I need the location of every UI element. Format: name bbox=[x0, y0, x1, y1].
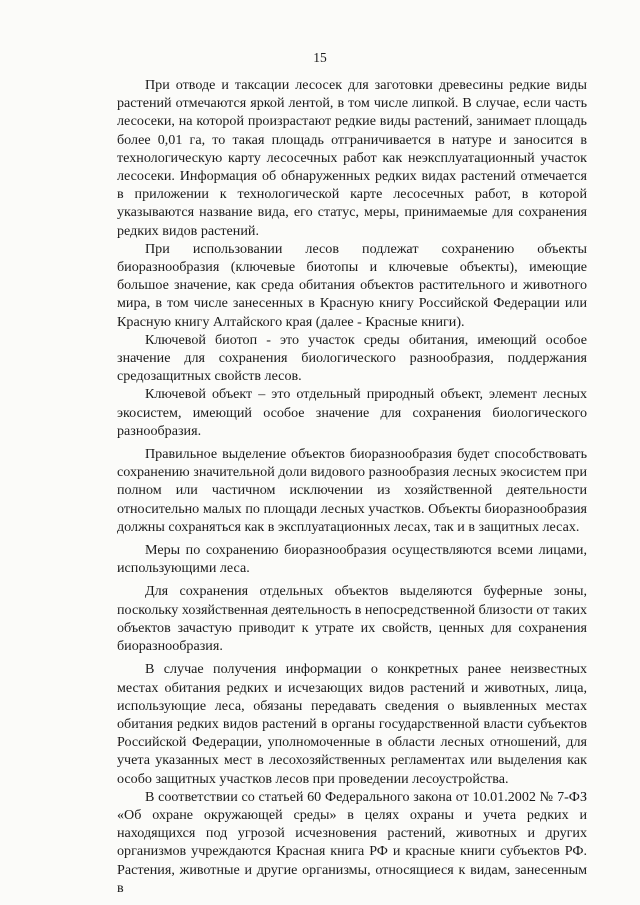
paragraph: При использовании лесов подлежат сохранению объекты биоразнообразия (ключевые биотопы и ключевые объекты), имеющие большое значение, как среда обитания объектов растительного и животного мира, в том числе занесенных в Красную книгу Российской Федерации или Красную книгу Алтайского края (далее - Красные книги). bbox=[117, 240, 587, 330]
page-number: 15 bbox=[313, 50, 327, 65]
paragraph: Ключевой биотоп - это участок среды обитания, имеющий особое значение для сохранения биологического разнообразия, поддержания средозащитных свойств лесов. bbox=[117, 331, 587, 385]
paragraph: В соответствии со статьей 60 Федерального закона от 10.01.2002 № 7-ФЗ «Об охране окружающей среды» в целях охраны и учета редких и находящихся под угрозой исчезновения растений, животных и других организмов учреждаются Красная книга РФ и красные книги субъектов РФ. Растения, животные и другие организмы, относящиеся к видам, занесенным в bbox=[117, 788, 587, 896]
paragraph: Меры по сохранению биоразнообразия осуществляются всеми лицами, использующими леса. bbox=[117, 542, 587, 577]
paragraph: В случае получения информации о конкретных ранее неизвестных местах обитания редких и исчезающих видов растений и животных, лица, использующие леса, обязаны передавать сведения о выявленных местах обитания редких видов растений в органы государственной власти субъектов Российской Федерации, уполномоченные в области лесных отношений, для учета указанных мест в лесохозяйственных регламентах или выделения как особо защитных участков лесов при проведении лесоустройства. bbox=[117, 661, 587, 787]
paragraph: Для сохранения отдельных объектов выделяются буферные зоны, поскольку хозяйственная деятельность в непосредственной близости от таких объектов зачастую приводит к утрате их свойств, ценных для сохранения биоразнообразия. bbox=[117, 583, 587, 655]
paragraph: При отводе и таксации лесосек для заготовки древесины редкие виды растений отмечаются яркой лентой, в том числе липкой. В случае, если часть лесосеки, на которой произрастают редкие виды растений, занимает площадь более 0,01 га, то такая площадь отграничивается в натуре и заносится в технологическую карту лесосечных работ как неэксплуатационный участок лесосеки. Информация об обнаруженных редких видах растений отмечается в приложении к технологической карте лесосечных работ, в которой указываются название вида, его статус, меры, принимаемые для сохранения редких видов растений. bbox=[117, 77, 587, 239]
body-text bbox=[117, 76, 587, 897]
paragraph: Ключевой объект – это отдельный природный объект, элемент лесных экосистем, имеющий особое значение для сохранения биологического разнообразия. bbox=[117, 386, 587, 439]
paragraph: Правильное выделение объектов биоразнообразия будет способствовать сохранению значительной доли видового разнообразия лесных экосистем при полном или частичном исключении из хозяйственной деятельности относительно малых по площади лесных участков. Объекты биоразнообразия должны сохраняться как в эксплуатационных лесах, так и в защитных лесах. bbox=[117, 446, 587, 535]
